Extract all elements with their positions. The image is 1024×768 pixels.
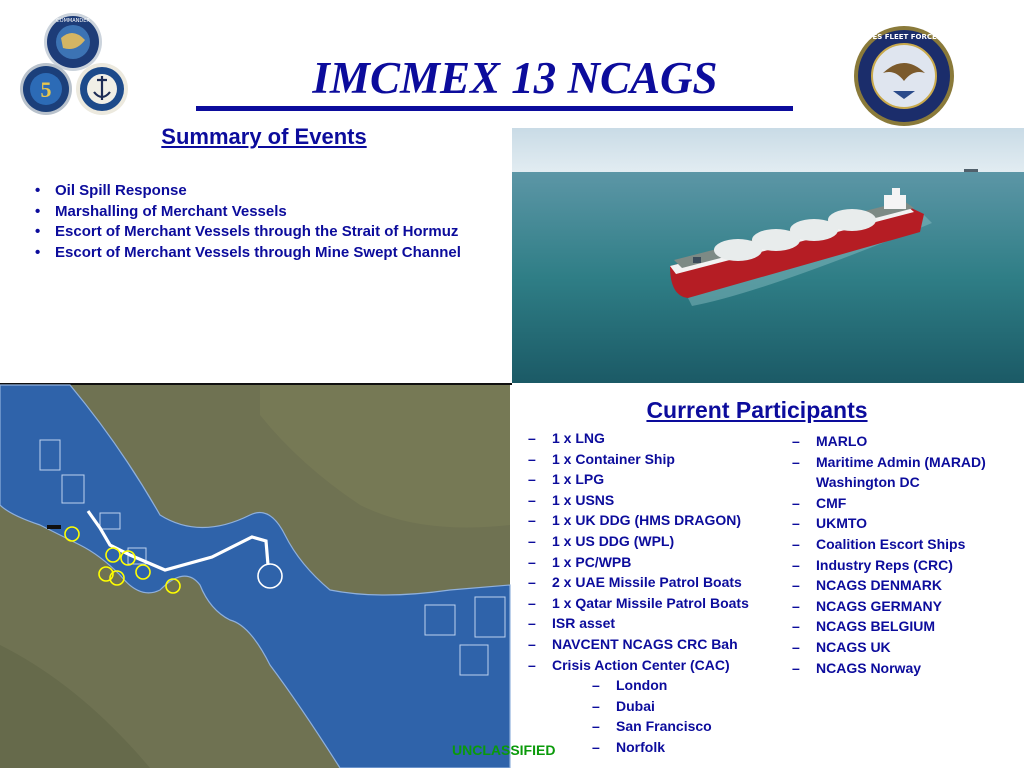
list-item — [528, 469, 788, 490]
list-item-text: 1 x Qatar Missile Patrol Boats — [552, 594, 749, 611]
summary-item — [35, 243, 465, 264]
list-item — [792, 431, 1024, 452]
list-item-text: NAVCENT NCAGS CRC Bah — [552, 635, 738, 652]
dash-icon: – — [528, 635, 536, 652]
dash-icon: – — [528, 471, 536, 488]
list-item — [792, 534, 1024, 555]
dash-icon: – — [528, 656, 536, 673]
list-item — [792, 555, 1024, 576]
dash-icon: – — [792, 453, 800, 470]
dash-icon: – — [592, 738, 600, 755]
dash-icon: – — [792, 638, 800, 655]
svg-text:5: 5 — [40, 77, 52, 102]
dash-icon: – — [528, 594, 536, 611]
list-item-text: 1 x PC/WPB — [552, 553, 632, 570]
participants-list-left — [528, 428, 788, 758]
summary-item-text: Oil Spill Response — [55, 182, 187, 199]
list-item-text: NCAGS GERMANY — [816, 597, 943, 614]
list-item — [528, 490, 788, 511]
list-item — [528, 572, 788, 593]
dash-icon: – — [528, 615, 536, 632]
summary-item-text: Marshalling of Merchant Vessels — [55, 202, 287, 220]
summary-heading: Summary of Events — [161, 124, 367, 149]
dash-icon: – — [792, 433, 800, 449]
participants-list-right — [792, 431, 1024, 678]
dash-icon: – — [528, 532, 536, 549]
list-item — [528, 634, 788, 655]
list-item-text: ISR asset — [552, 615, 616, 632]
coalition-maritime-logo — [75, 62, 129, 116]
list-item — [792, 575, 1024, 596]
dash-icon: – — [528, 491, 536, 508]
bullet-icon: • — [35, 182, 41, 199]
list-item — [528, 593, 788, 614]
dash-icon: – — [792, 556, 800, 573]
list-item — [528, 449, 788, 470]
list-item-text: San Francisco — [616, 718, 712, 735]
title-underline — [196, 106, 793, 111]
dash-icon: – — [528, 574, 536, 591]
dash-icon: – — [792, 597, 800, 614]
fifth-fleet-logo — [19, 62, 73, 116]
cac-location-item — [592, 696, 788, 717]
svg-text:COMMANDER: COMMANDER — [56, 18, 90, 24]
list-item-text: NCAGS Norway — [816, 659, 922, 676]
list-item-text: NCAGS BELGIUM — [816, 618, 935, 635]
summary-item — [35, 181, 465, 202]
list-item-text: UKMTO — [816, 515, 868, 532]
list-item — [528, 552, 788, 573]
list-item-text: 1 x US DDG (WPL) — [552, 532, 675, 549]
summary-item-text: Escort of Merchant Vessels through the Strait of Hormuz — [55, 223, 459, 240]
classification-marking: UNCLASSIFIED — [452, 742, 556, 758]
dash-icon: – — [592, 718, 600, 735]
list-item-text: 1 x UK DDG (HMS DRAGON) — [552, 512, 742, 529]
summary-item — [35, 202, 465, 223]
dash-icon: – — [528, 553, 536, 570]
dash-icon: – — [528, 430, 536, 446]
list-item — [792, 637, 1024, 658]
list-item-text: MARLO — [816, 433, 868, 449]
cac-location-item — [592, 716, 788, 737]
list-item-text: 1 x Container Ship — [552, 450, 675, 467]
list-item — [792, 493, 1024, 514]
list-item-text: 1 x USNS — [552, 491, 615, 508]
dash-icon: – — [792, 659, 800, 676]
list-item — [792, 616, 1024, 637]
dash-icon: – — [528, 512, 536, 529]
bullet-icon: • — [35, 223, 41, 240]
list-item — [528, 655, 788, 676]
dash-icon: – — [792, 618, 800, 635]
list-item-text: Crisis Action Center (CAC) — [552, 656, 730, 673]
list-item-text: 1 x LPG — [552, 471, 605, 488]
persian-gulf-map — [0, 385, 510, 768]
list-item — [792, 452, 1024, 493]
summary-item-text: Escort of Merchant Vessels through Mine Swept Channel — [55, 243, 461, 261]
lng-tanker-photo — [512, 128, 1024, 383]
us-fleet-forces-seal — [821, 25, 987, 127]
svg-text:UNITED STATES FLEET FORCES COM: UNITED STATES FLEET FORCES COMMAND — [821, 33, 987, 41]
list-item — [792, 658, 1024, 679]
list-item-text: 1 x LNG — [552, 430, 605, 446]
list-item-text: 2 x UAE Missile Patrol Boats — [552, 574, 742, 591]
summary-list — [35, 181, 465, 263]
slide-title: IMCMEX 13 NCAGS — [312, 53, 718, 103]
dash-icon: – — [792, 535, 800, 552]
participants-heading: Current Participants — [646, 397, 868, 423]
list-item-text: Dubai — [616, 697, 655, 714]
list-item — [792, 513, 1024, 534]
dash-icon: – — [592, 677, 600, 694]
bullet-icon: • — [35, 202, 41, 220]
list-item-text: Norfolk — [616, 738, 665, 755]
list-item-text: NCAGS DENMARK — [816, 577, 942, 594]
cac-location-item — [592, 675, 788, 696]
dash-icon: – — [792, 577, 800, 594]
cac-location-item — [592, 737, 788, 758]
bullet-icon: • — [35, 243, 41, 261]
list-item-text: CMF — [816, 494, 847, 511]
list-item-text: Maritime Admin (MARAD) Washington DC — [816, 453, 986, 491]
summary-item — [35, 222, 465, 243]
list-item — [528, 531, 788, 552]
dash-icon: – — [792, 494, 800, 511]
list-item — [792, 596, 1024, 617]
list-item-text: NCAGS UK — [816, 638, 891, 655]
list-item — [528, 613, 788, 634]
list-item-text: Coalition Escort Ships — [816, 535, 966, 552]
list-item-text: London — [616, 677, 668, 694]
list-item — [528, 510, 788, 531]
dash-icon: – — [592, 697, 600, 714]
dash-icon: – — [792, 515, 800, 532]
list-item-text: Industry Reps (CRC) — [816, 556, 953, 573]
dash-icon: – — [528, 450, 536, 467]
list-item — [528, 428, 788, 449]
